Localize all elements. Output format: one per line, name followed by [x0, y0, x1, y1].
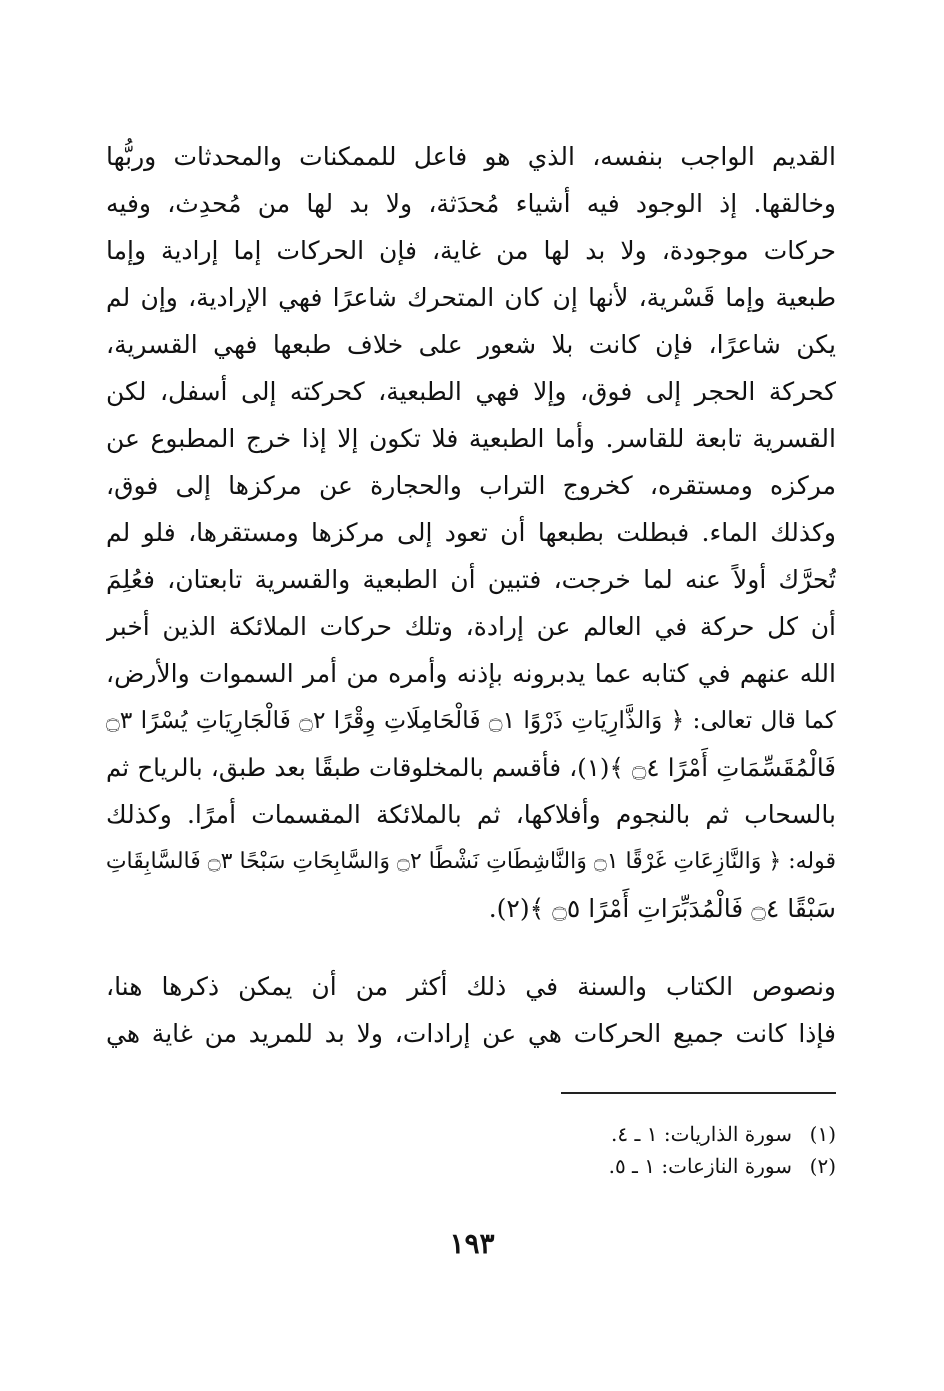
- text-line: بالسحاب ثم بالنجوم وأفلاكها، ثم بالملائكة المقسمات أمرًا. وكذلك: [106, 800, 836, 829]
- text-line: وخالقها. إذ الوجود فيه أشياء مُحدَثة، ولا بد لها من مُحدِث، وفيه: [106, 189, 836, 218]
- footnote-number: (١): [809, 1122, 836, 1146]
- text-line: القديم الواجب بنفسه، الذي هو فاعل للممكنات والمحدثات وربُّها: [106, 142, 836, 171]
- page-number: ١٩٣: [449, 1227, 495, 1260]
- quran-verse-line: سَبْقًا ۝٤ فَالْمُدَبِّرَاتِ أَمْرًا ۝٥ ﴾(٢).: [488, 894, 836, 923]
- paragraph-2: [106, 963, 836, 1057]
- footnote-divider: [561, 1092, 836, 1094]
- quran-verse-line: قوله: ﴿ وَالنَّازِعَاتِ غَرْقًا ۝١ وَالنَّاشِطَاتِ نَشْطًا ۝٢ وَالسَّابِحَاتِ سَبْحًا ۝٣ فَالسَّابِقَاتِ: [106, 849, 836, 874]
- text-line: وكذلك الماء. فبطلت بطبعها أن تعود إلى مركزها ومستقرها، فلو لم: [106, 518, 836, 547]
- text-line: طبعية وإما قَسْرية، لأنها إن كان المتحرك شاعرًا فهي الإرادية، وإن لم: [106, 283, 836, 312]
- text-line: تُحرَّك أولاً عنه لما خرجت، فتبين أن الطبعية والقسرية تابعتان، فعُلِمَ: [106, 565, 836, 594]
- footnote-text: سورة الذاريات: ١ ـ ٤.: [611, 1122, 792, 1146]
- text-line: الله عنهم في كتابه عما يدبرونه بإذنه وأمره من أمر السموات والأرض،: [106, 659, 836, 688]
- quran-verse-line: فَالْمُقَسِّمَاتِ أَمْرًا ۝٤ ﴾(١)، فأقسم بالمخلوقات طبقًا بعد طبق، بالرياح ثم: [106, 753, 836, 782]
- text-line: فإذا كانت جميع الحركات هي عن إرادات، ولا بد للمريد من غاية هي: [106, 1019, 836, 1048]
- text-line: يكن شاعرًا، فإن كانت بلا شعور على خلاف طبعها فهي القسرية،: [106, 330, 836, 359]
- text-line: القسرية تابعة للقاسر. وأما الطبعية فلا تكون إلا إذا خرج المطبوع عن: [106, 424, 836, 453]
- paragraph-1: [106, 133, 836, 932]
- footnote-number: (٢): [809, 1154, 836, 1178]
- footnote-text: سورة النازعات: ١ ـ ٥.: [608, 1154, 792, 1178]
- text-line: كحركة الحجر إلى فوق، وإلا فهي الطبعية، كحركته إلى أسفل، لكن: [106, 377, 836, 406]
- text-line: مركزه ومستقره، كخروج التراب والحجارة عن مركزها إلى فوق،: [106, 471, 836, 500]
- footnote-item: [436, 1118, 836, 1150]
- quran-verse-line: كما قال تعالى: ﴿ وَالذَّارِيَاتِ ذَرْوًا ۝١ فَالْحَامِلَاتِ وِقْرًا ۝٢ فَالْجَارِيَاتِ يُسْرًا ۝٣: [106, 706, 836, 734]
- text-line: أن كل حركة في العالم عن إرادة، وتلك حركات الملائكة الذين أخبر: [106, 612, 836, 641]
- footnote-item: [436, 1150, 836, 1182]
- text-line: ونصوص الكتاب والسنة في ذلك أكثر من أن يمكن ذكرها هنا،: [106, 972, 836, 1001]
- text-line: حركات موجودة، ولا بد لها من غاية، فإن الحركات إما إرادية وإما: [106, 236, 836, 265]
- footnotes: [436, 1118, 836, 1182]
